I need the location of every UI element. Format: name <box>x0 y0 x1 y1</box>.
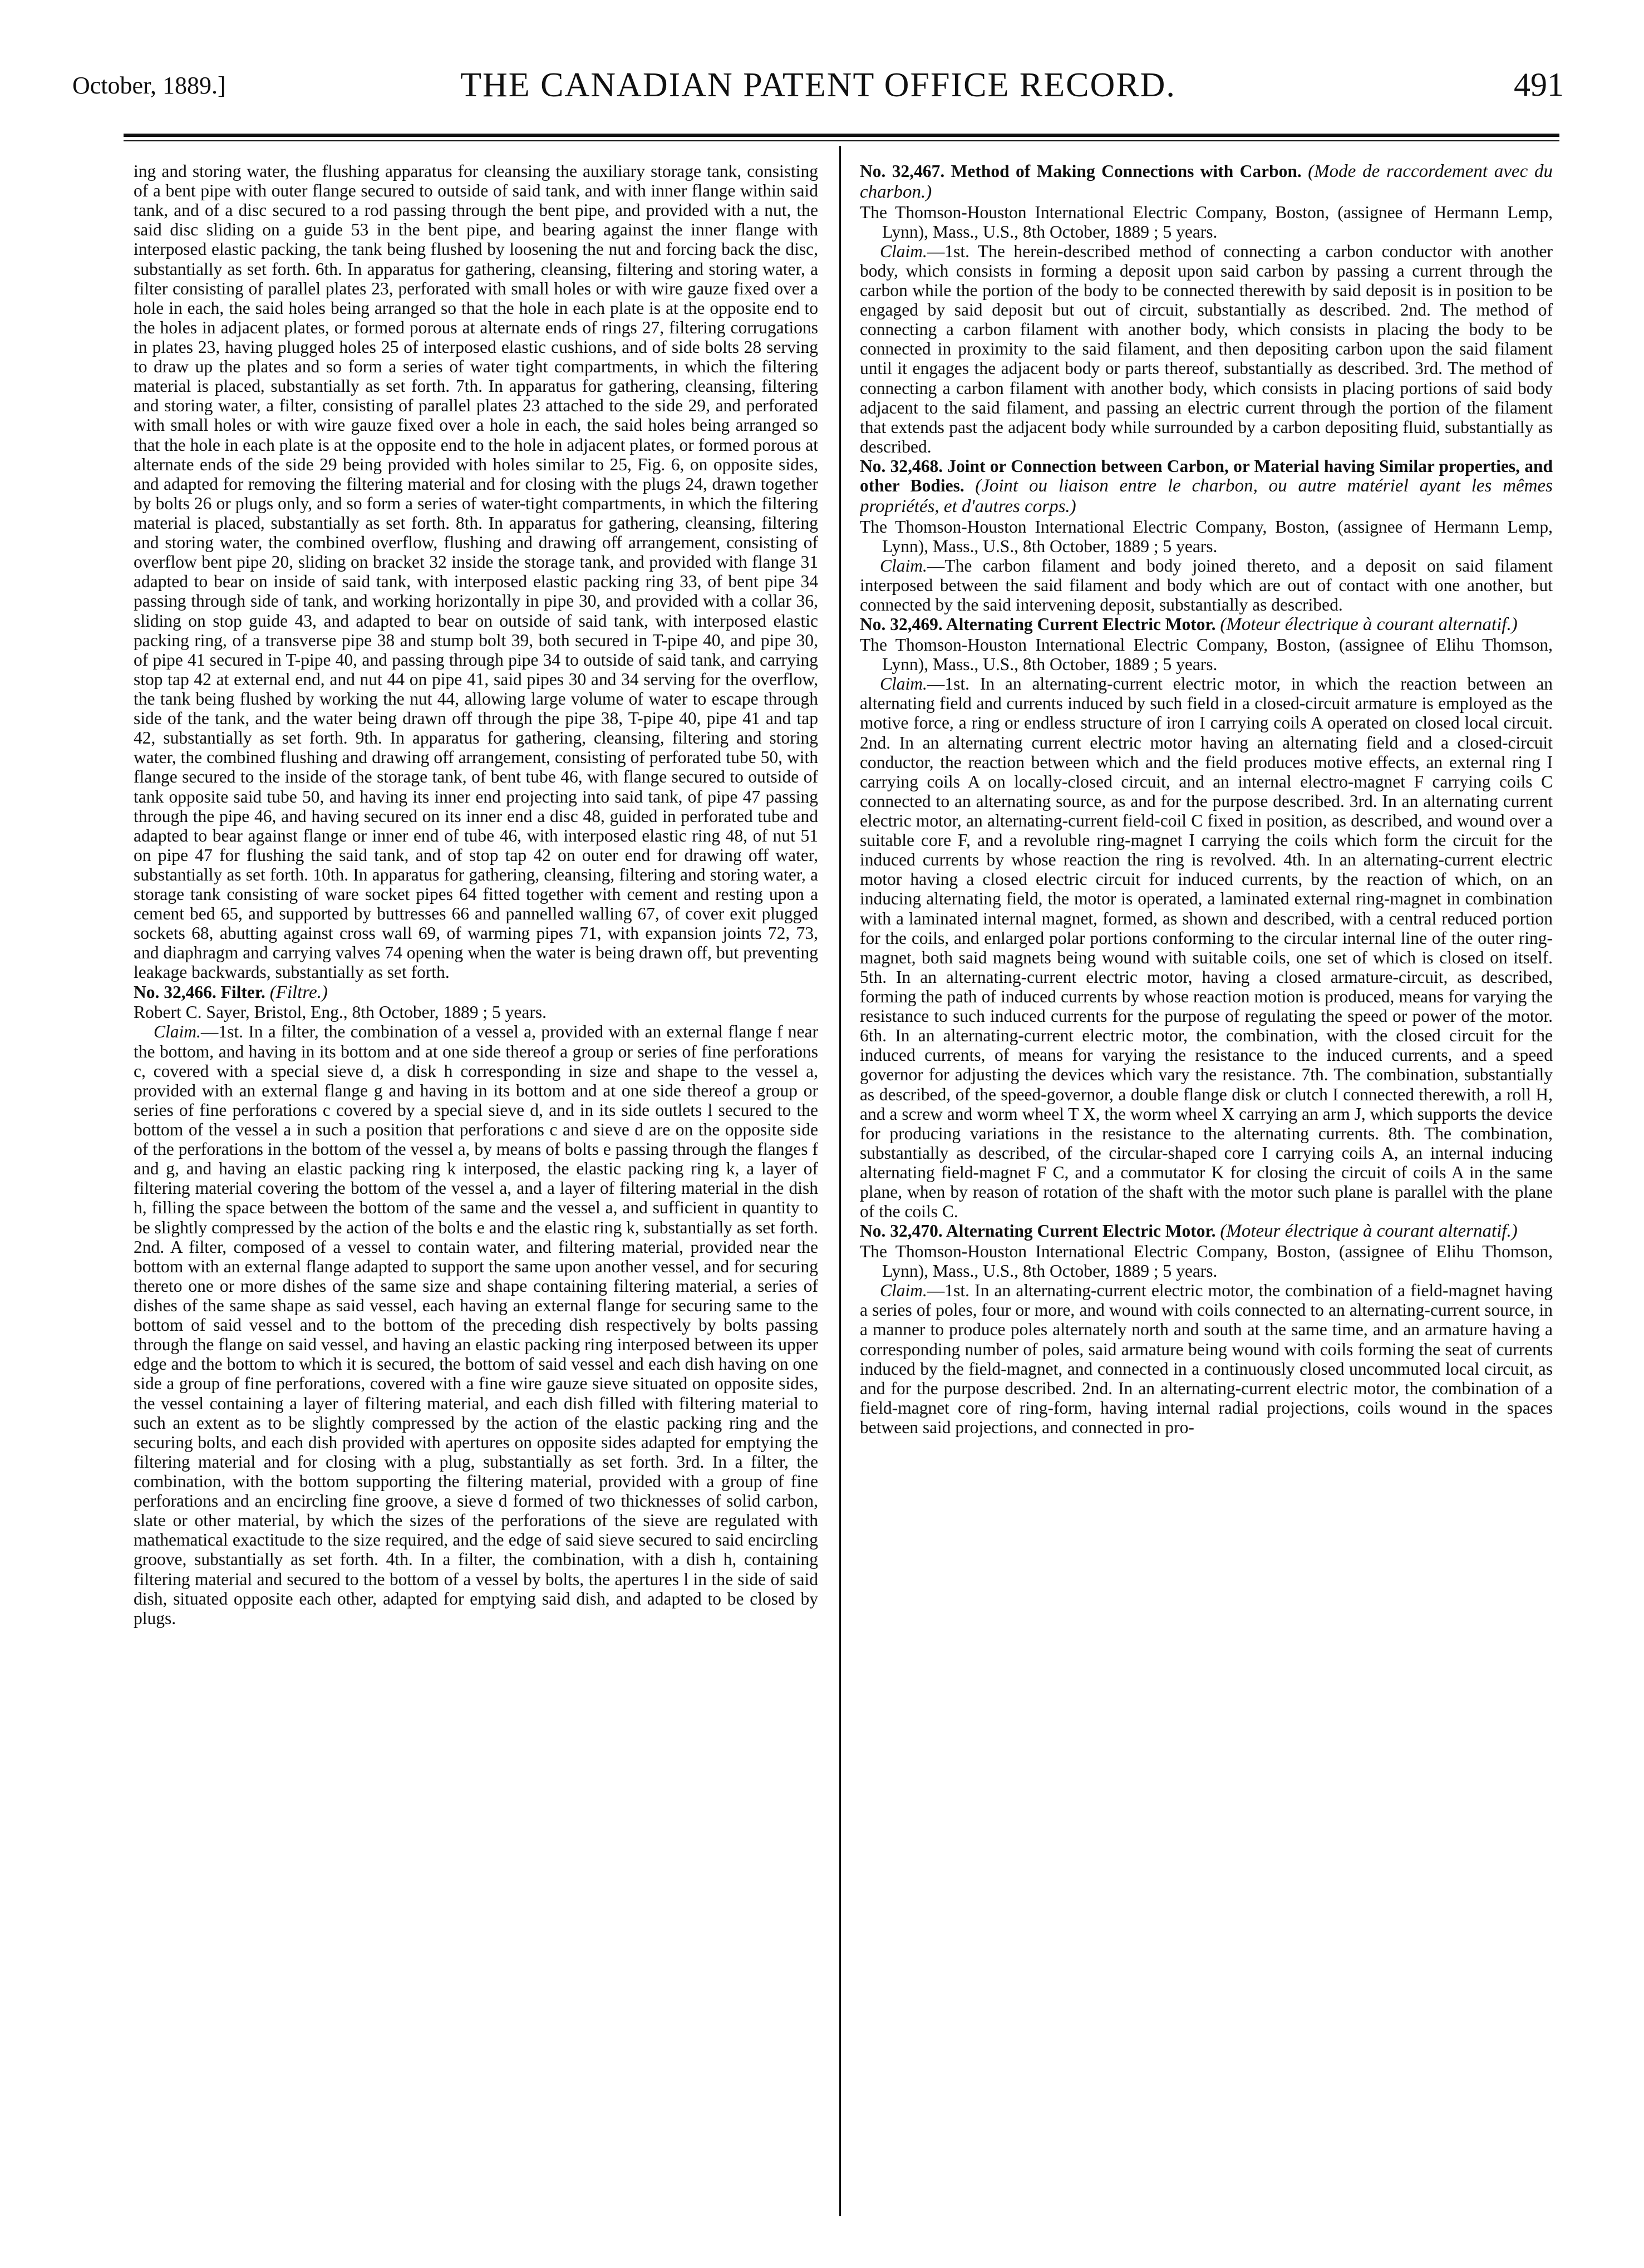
claim-label: Claim. <box>880 555 927 575</box>
patent-claim <box>860 242 1553 456</box>
patent-heading <box>860 1221 1553 1242</box>
patent-french-title: (Mode de raccordement avec du charbon.) <box>860 161 1553 202</box>
right-column <box>860 161 1553 2221</box>
patent-applicant: The Thomson-Houston International Electric Company, Boston, (assignee of Elihu Thomson, Lynn), Mass., U.S., 8th October, 1889 ; 5 years. <box>860 1242 1553 1281</box>
header-rule-thick <box>124 134 1559 137</box>
patent-claim <box>134 1022 818 1627</box>
issue-date: October, 1889.] <box>72 72 226 99</box>
patent-applicant: The Thomson-Houston International Electric Company, Boston, (assignee of Elihu Thomson, Lynn), Mass., U.S., 8th October, 1889 ; 5 years. <box>860 634 1553 675</box>
patent-title: Method of Making Connections with Carbon. <box>951 161 1302 181</box>
claim-text: —1st. In a filter, the combination of a vessel a, provided with an external flange f near the bottom, and having in its bottom and at one side thereof a group or series of fine perforations c, covered with a special sieve d, a disk h corresponding in size and shape to the vessel a, provided with an external flange g and having in its bottom and at one side thereof a group or series of fine perforations c covered by a special sieve d, and in its side outlets l secured to the bottom of the vessel a in such a position that perforations c and sieve d are on the opposite side of the perforations in the bottom of the vessel a, by means of bolts e passing through the flanges f and g, and having an elastic packing ring k interposed, the elastic packing ring k, a layer of filtering material covering the bottom of the vessel a, and a layer of filtering material in the dish h, filling the space between the bottom of the same and the vessel a, and sufficient in quantity to be slightly compressed by the action of the bolts e and the elastic ring k, substantially as set forth. 2nd. A filter, composed of a vessel to contain water, and filtering material, provided near the bottom with an external flange adapted to support the same upon another vessel, and for securing thereto one or more dishes of the same size and shape containing filtering material, a series of dishes of the same shape as said vessel, each having an external flange for securing same to the bottom of said vessel and to the bottom of the preceding dish respectively by bolts passing through the flange on said vessel, and having an elastic packing ring interposed between its upper edge and the bottom to which it is secured, the bottom of said vessel and each dish having on one side a group of fine perforations, covered with a fine wire gauze sieve situated on opposite sides, the vessel containing a layer of filtering material, and each dish filled with filtering material to such an extent as to be slightly compressed by the action of the elastic packing ring and the securing bolts, and each dish provided with apertures on opposite sides adapted for emptying the filtering material and for closing with a plug, substantially as set forth. 3rd. In a filter, the combination, with the bottom supporting the filtering material, provided with a group of fine perforations and an encircling fine groove, a sieve d formed of two thicknesses of solid carbon, slate or other material, by which the sizes of the perforations of the sieve are regulated with mathematical exactitude to the size required, and the edge of said sieve secured to said encircling groove, substantially as set forth. 4th. In a filter, the combination, with a dish h, containing filtering material and secured to the bottom of a vessel by bolts, the apertures l in the side of said dish, situated opposite each other, adapted for emptying said dish, and adapted to be closed by plugs. <box>134 1022 818 1628</box>
claim-label: Claim. <box>880 241 927 261</box>
patent-french-title: (Moteur électrique à courant alternatif.) <box>1220 1221 1518 1242</box>
patent-32466 <box>134 982 818 1628</box>
patent-number: No. 32,467. <box>860 161 945 181</box>
patent-heading <box>860 614 1553 635</box>
claim-label: Claim. <box>154 1022 201 1042</box>
continued-claims: ing and storing water, the flushing apparatus for cleansing the auxiliary storage tank, consisting of a bent pipe with outer flange secured to outside of said tank, and with inner flange within said tank, and of a disc secured to a rod passing through the bent pipe, and provided with a nut, the said disc sliding on a guide 53 in the bent pipe, and bearing against the inner flange with interposed elastic packing, the tank being flushed by loosening the nut and forcing back the disc, substantially as set forth. 6th. In apparatus for gathering, cleansing, filtering and storing water, a filter consisting of parallel plates 23, perforated with small holes or with wire gauze fixed over a hole in each, the said holes being arranged so that the hole in each plate is at the opposite end to the holes in adjacent plates, or formed porous at alternate ends of rings 27, filtering corrugations in plates 23, having plugged holes 25 of interposed elastic cushions, and of side bolts 28 serving to draw up the plates and so form a series of water tight compartments, in which the filtering material is placed, substantially as set forth. 7th. In apparatus for gathering, cleansing, filtering and storing water, a filter, consisting of parallel plates 23 attached to the side 29, and perforated with small holes or with wire gauze fixed over a hole in each, the said holes being arranged so that the hole in each plate is at the opposite end to the hole in adjacent plates, or formed porous at alternate ends of the side 29 being provided with holes similar to 25, Fig. 6, on opposite sides, and adapted for removing the filtering material and for closing with the plugs 24, drawn together by bolts 26 or plugs only, and so form a series of water-tight compartments, in which the filtering material is placed, substantially as set forth. 8th. In apparatus for gathering, cleansing, filtering and storing water, the combined overflow, flushing and drawing off arrangement, consisting of overflow bent pipe 20, sliding on bracket 32 inside the storage tank, and provided with flange 31 adapted to bear on inside of said tank, with interposed elastic packing ring 33, of bent pipe 34 passing through side of tank, and working horizontally in pipe 30, and provided with a collar 36, sliding on stop guide 43, and adapted to bear on outside of said tank, with interposed elastic packing ring, of a transverse pipe 38 and stump bolt 39, both secured in T-pipe 40, and pipe 30, of pipe 41 secured in T-pipe 40, and passing through pipe 34 to outside of said tank, and carrying stop tap 42 at external end, and nut 44 on pipe 41, said pipes 30 and 34 serving for the overflow, the tank being flushed by working the nut 44, allowing large volume of water to escape through side of the tank, and the water being drawn off through the pipe 38, T-pipe 40, pipe 41 and tap 42, substantially as set forth. 9th. In apparatus for gathering, cleansing, filtering and storing water, the combined flushing and drawing off arrangement, consisting of perforated tube 50, with flange secured to the inside of the storage tank, of bent tube 46, with flange secured to outside of tank opposite said tube 50, and having its inner end projecting into said tank, of pipe 47 passing through the pipe 46, and having secured on its inner end a disc 48, guided in perforated tube and adapted to bear against flange or inner end of tube 46, with interposed elastic ring 48, of nut 51 on pipe 47 for flushing the said tank, and of stop tap 42 on outer end for drawing off water, substantially as set forth. 10th. In apparatus for gathering, cleansing, filtering and storing water, a storage tank consisting of ware socket pipes 64 fitted together with cement and resting upon a cement bed 65, and supported by buttresses 66 and pannelled walling 67, of cover exit plugged sockets 68, abutting against cross wall 69, of warming pipes 71, with expansion joints 72, 73, and diaphragm and carrying valves 74 opening when the water is being drawn off, but preventing leakage backwards, substantially as set forth. <box>134 161 818 982</box>
patent-number: No. 32,468. <box>860 456 943 476</box>
patent-title: Filter. <box>220 982 265 1002</box>
claim-label: Claim. <box>880 1281 927 1301</box>
patent-heading <box>134 982 818 1003</box>
patent-applicant: Robert C. Sayer, Bristol, Eng., 8th October, 1889 ; 5 years. <box>134 1002 547 1022</box>
patent-title: Alternating Current Electric Motor. <box>946 1221 1216 1241</box>
page-number: 491 <box>1514 66 1564 103</box>
patent-french-title: (Filtre.) <box>269 982 328 1002</box>
patent-title: Joint or Connection between Carbon, or Material having Similar properties, and other Bodies. <box>860 456 1553 496</box>
patent-french-title: (Joint ou liaison entre le charbon, ou autre matériel ayant les mêmes propriétés, et d'autres corps.) <box>860 476 1553 516</box>
patent-applicant: The Thomson-Houston International Electric Company, Boston, (assignee of Hermann Lemp, Lynn), Mass., U.S., 8th October, 1889 ; 5 years. <box>860 516 1553 556</box>
page-header <box>72 66 1564 110</box>
patent-number: No. 32,466. <box>134 982 216 1002</box>
left-column <box>134 161 818 2221</box>
patent-claim <box>860 1281 1553 1437</box>
patent-title: Alternating Current Electric Motor. <box>946 614 1216 634</box>
claim-text: —The carbon filament and body joined thereto, and a deposit on said filament interposed between the said filament and body which are out of contact with one another, but connected by the said intervening deposit, substantially as described. <box>860 555 1553 615</box>
patent-heading <box>860 456 1553 517</box>
claim-label: Claim. <box>880 674 927 694</box>
patent-32467 <box>860 161 1553 456</box>
claim-text: —1st. In an alternating-current electric motor, in which the reaction between an alternating field and currents induced by such field in a closed-circuit armature is employed as the motive force, a ring or endless structure of iron I carrying coils A operated on closed local circuit. 2nd. In an alternating current electric motor having an alternating field and a closed-circuit conductor, the reaction between which and the field produces motive effects, an external ring I carrying coils A on locally-closed circuit, and an internal electro-magnet F carrying coils C connected to an alternating source, as and for the purpose described. 3rd. In an alternating current electric motor, an alternating-current field-coil C fixed in position, as described, and wound over a suitable core F, and a revoluble ring-magnet I carrying the coils which form the circuit for the induced currents by whose reaction the ring is revolved. 4th. In an alternating-current electric motor having a closed electric circuit for induced currents, by the reaction of which, on an inducing alternating field, the motor is operated, a laminated external ring-magnet in combination with a laminated internal magnet, formed, as shown and described, with a central reduced portion for the coils, and enlarged polar portions conforming to the circular internal line of the outer ring-magnet, both said magnets being wound with suitable coils, one set of which is closed on itself. 5th. In an alternating-current electric motor, having a closed armature-circuit, as described, forming the path of induced currents by whose reaction motion is produced, means for varying the resistance to such induced currents for the purpose of regulating the speed or power of the motor. 6th. In an alternating-current electric motor, the combination, with the closed circuit for the induced currents, of means for varying the resistance to the induced currents, and a speed governor for adjusting the devices which vary the resistance. 7th. The combination, substantially as described, of the speed-governor, a double flange disk or clutch I connected therewith, a roll H, and a screw and worm wheel T X, the worm wheel X carrying an arm J, which supports the device for producing variations in the resistance to the alternating currents. 8th. The combination, substantially as described, of the circular-shaped core I carrying coils A, an internal inducing alternating field-magnet F C, and a commutator K for closing the circuit of coils A in the same plane, when by reason of rotation of the shaft with the motor such plane is parallel with the plane of the coils C. <box>860 674 1553 1222</box>
patent-applicant: The Thomson-Houston International Electric Company, Boston, (assignee of Hermann Lemp, Lynn), Mass., U.S., 8th October, 1889 ; 5 years. <box>860 202 1553 242</box>
patent-claim <box>860 556 1553 614</box>
publication-title: THE CANADIAN PATENT OFFICE RECORD. <box>460 66 1176 104</box>
header-rule-thin <box>124 140 1559 141</box>
patent-heading <box>860 161 1553 203</box>
patent-32470 <box>860 1221 1553 1437</box>
patent-number: No. 32,470. <box>860 1221 943 1241</box>
patent-number: No. 32,469. <box>860 614 943 634</box>
patent-32468 <box>860 456 1553 614</box>
patent-32469 <box>860 614 1553 1221</box>
claim-text: —1st. In an alternating-current electric motor, the combination of a field-magnet having a series of poles, four or more, and wound with coils connected to an alternating-current source, in a manner to produce poles alternately north and south at the same time, and an armature having a corresponding number of poles, said armature being wound with coils forming the seat of currents induced by the field-magnet, and connected in a continuously closed uncommuted local circuit, as and for the purpose described. 2nd. In an alternating-current electric motor, the combination of a field-magnet core of ring-form, having internal radial projections, coils wound in the spaces between said projections, and connected in pro- <box>860 1281 1553 1438</box>
patent-french-title: (Moteur électrique à courant alternatif.) <box>1220 614 1518 635</box>
claim-text: —1st. The herein-described method of connecting a carbon conductor with another body, which consists in forming a deposit upon said carbon by passing a current through the carbon while the portion of the body to be connected therewith by said deposit is in position to be engaged by said deposit but out of circuit, substantially as described. 2nd. The method of connecting a carbon filament with another body, which consists in placing the body to be connected in proximity to the said filament, and then depositing carbon upon the said filament until it engages the adjacent body or parts thereof, substantially as described. 3rd. The method of connecting a carbon filament with another body, which consists in placing portions of said body adjacent to the said filament, and passing an electric current through the portion of the filament that extends past the adjacent body while surrounded by a carbon depositing fluid, substantially as described. <box>860 241 1553 456</box>
column-divider <box>839 146 841 2216</box>
patent-claim <box>860 674 1553 1221</box>
